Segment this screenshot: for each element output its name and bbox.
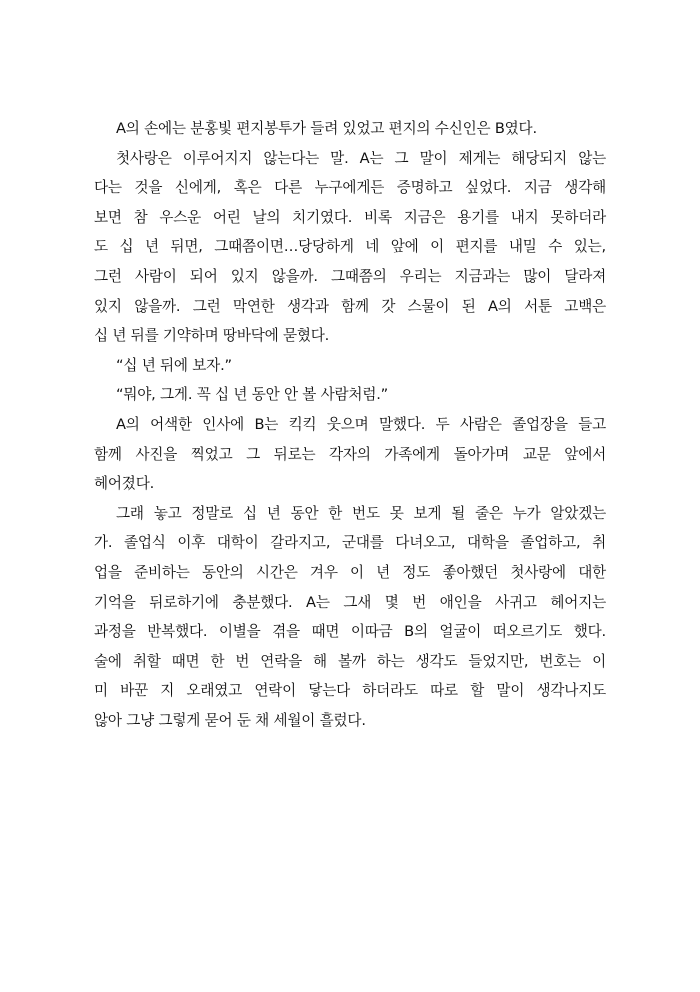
paragraph-line: 그래 놓고 정말로 십 년 동안 한 번도 못 보게 될 줄은 누가 알았겠는 (116, 504, 606, 522)
paragraph-line: 함께 사진을 찍었고 그 뒤로는 각자의 가족에게 돌아가며 교문 앞에서 (94, 445, 606, 463)
paragraph-line: 십 년 뒤를 기약하며 땅바닥에 묻혔다. (94, 327, 330, 345)
paragraph-line: 도 십 년 뒤면, 그때쯤이면…당당하게 네 앞에 이 편지를 내밀 수 있는, (94, 238, 606, 256)
dialogue-line: “십 년 뒤에 보자.” (116, 356, 232, 374)
paragraph-line: 술에 취할 때면 한 번 연락을 해 볼까 하는 생각도 들었지만, 번호는 이 (94, 652, 606, 670)
paragraph-line: 업을 준비하는 동안의 시간은 겨우 이 년 정도 좋아했던 첫사랑에 대한 (94, 563, 606, 581)
paragraph-line: 보면 참 우스운 어린 날의 치기였다. 비록 지금은 용기를 내지 못하더라 (94, 208, 606, 226)
paragraph-line: 가. 졸업식 이후 대학이 갈라지고, 군대를 다녀오고, 대학을 졸업하고, 취 (94, 534, 606, 552)
paragraph-line: 기억을 뒤로하기에 충분했다. A는 그새 몇 번 애인을 사귀고 헤어지는 (94, 593, 606, 611)
dialogue-line: “뭐야, 그게. 꼭 십 년 동안 안 볼 사람처럼.” (116, 386, 389, 404)
paragraph-line: 과정을 반복했다. 이별을 겪을 때면 이따금 B의 얼굴이 떠오르기도 했다. (94, 623, 606, 641)
paragraph-line: 첫사랑은 이루어지지 않는다는 말. A는 그 말이 제게는 해당되지 않는 (116, 149, 606, 167)
paragraph-line: 헤어졌다. (94, 475, 155, 493)
story-text (94, 114, 606, 735)
paragraph-line: 그런 사람이 되어 있지 않을까. 그때쯤의 우리는 지금과는 많이 달라져 (94, 267, 606, 285)
paragraph-line: 미 바꾼 지 오래였고 연락이 닿는다 하더라도 따로 할 말이 생각나지도 (94, 682, 606, 700)
paragraph-line: 있지 않을까. 그런 막연한 생각과 함께 갓 스물이 된 A의 서툰 고백은 (94, 297, 606, 315)
paragraph-line: 다는 것을 신에게, 혹은 다른 누구에게든 증명하고 싶었다. 지금 생각해 (94, 179, 606, 197)
paragraph-line: A의 손에는 분홍빛 편지봉투가 들려 있었고 편지의 수신인은 B였다. (116, 120, 537, 137)
paragraph-line: 않아 그냥 그렇게 묻어 둔 채 세월이 흘렀다. (94, 711, 366, 729)
paragraph-line: A의 어색한 인사에 B는 킥킥 웃으며 말했다. 두 사람은 졸업장을 들고 (116, 415, 606, 433)
